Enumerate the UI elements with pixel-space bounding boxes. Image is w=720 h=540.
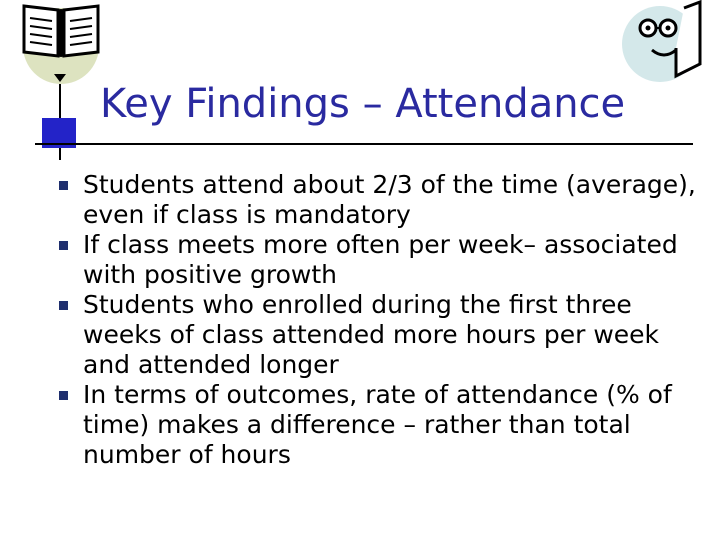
bullet-text: Students who enrolled during the first three weeks of class attended more hours per week and attended longer — [83, 290, 660, 379]
cartoon-face-icon — [618, 0, 718, 82]
bullet-text: In terms of outcomes, rate of attendance (% of time) makes a difference – rather than total number of hours — [83, 380, 672, 469]
bullet-square-icon — [59, 391, 68, 400]
bullet-square-icon — [59, 181, 68, 190]
bullet-text: Students attend about 2/3 of the time (average), even if class is mandatory — [83, 170, 696, 229]
bullet-text: If class meets more often per week– associated with positive growth — [83, 230, 678, 289]
title-underline-rule — [35, 143, 693, 145]
bullet-item — [56, 230, 706, 290]
bullet-item — [56, 380, 706, 470]
bullet-list — [56, 170, 706, 470]
bullet-item — [56, 170, 706, 230]
bullet-square-icon — [59, 241, 68, 250]
slide-title: Key Findings – Attendance — [100, 81, 626, 127]
arrow-head-decoration — [54, 74, 66, 82]
bullet-item — [56, 290, 706, 380]
bullet-square-icon — [59, 301, 68, 310]
